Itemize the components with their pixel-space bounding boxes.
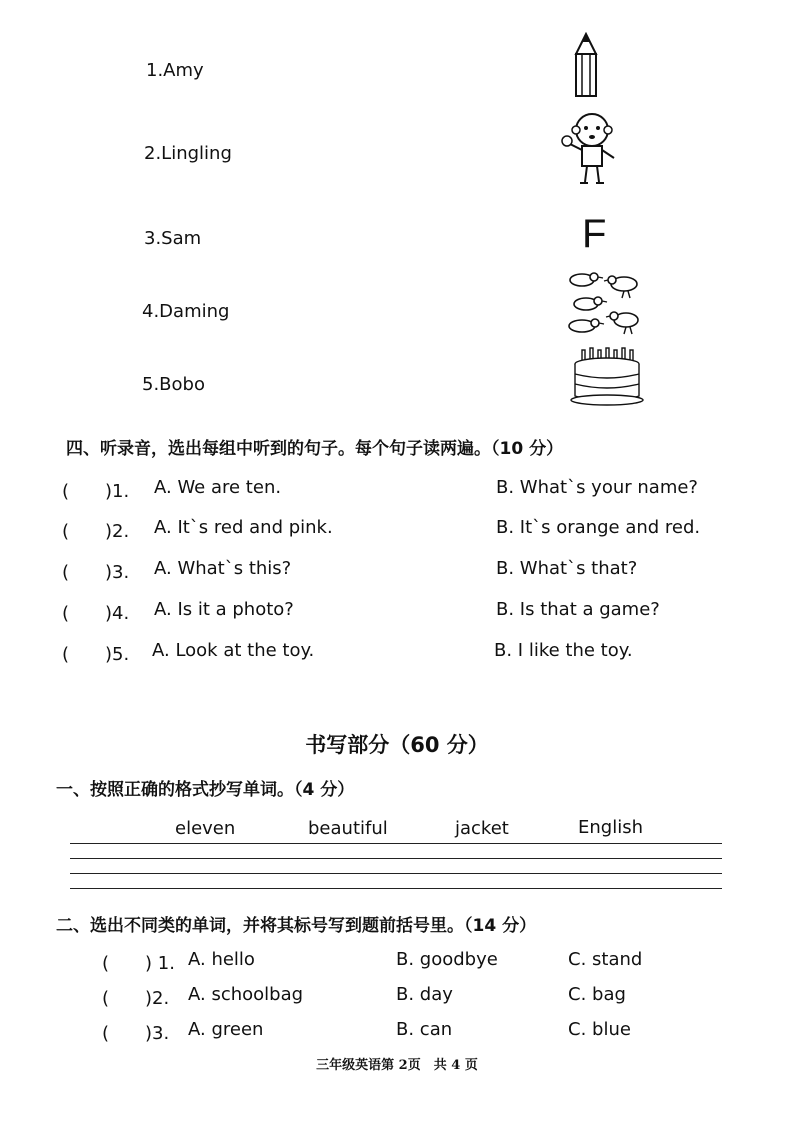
s4-q4-number: ( )4. — [62, 603, 130, 624]
boy-icon — [558, 108, 624, 188]
s4-q5-option-a: A. Look at the toy. — [152, 640, 315, 661]
copy-line-3 — [70, 873, 722, 874]
p2-q1-option-b: B. goodbye — [396, 949, 498, 970]
p2-q1-option-a: A. hello — [188, 949, 255, 970]
writing-part-title: 书写部分（60 分） — [305, 733, 489, 757]
copy-line-1 — [70, 843, 722, 844]
section4-title: 四、听录音，选出每组中听到的句子。每个句子读两遍。（10 分） — [66, 439, 564, 459]
match-name-5: 5.Bobo — [142, 374, 205, 395]
s4-q5-number: ( )5. — [62, 644, 130, 665]
birds-icon — [562, 268, 650, 338]
p2-q2-option-a: A. schoolbag — [188, 984, 304, 1005]
s4-q1-option-a: A. We are ten. — [154, 477, 282, 498]
part1-title: 一、按照正确的格式抄写单词。（4 分） — [56, 780, 355, 800]
p2-q3-option-a: A. green — [188, 1019, 264, 1040]
s4-q1-option-b: B. What`s your name? — [496, 477, 698, 498]
match-name-3: 3.Sam — [144, 228, 202, 249]
match-name-2: 2.Lingling — [144, 143, 232, 164]
p2-q2-option-b: B. day — [396, 984, 453, 1005]
copy-word-3: jacket — [455, 818, 509, 839]
s4-q4-option-a: A. Is it a photo? — [154, 599, 294, 620]
s4-q2-option-b: B. It`s orange and red. — [496, 517, 701, 538]
copy-word-2: beautiful — [308, 818, 388, 839]
p2-q3-number: ( )3. — [102, 1023, 170, 1044]
part2-title: 二、选出不同类的单词，并将其标号写到题前括号里。（14 分） — [56, 916, 537, 936]
p2-q2-option-c: C. bag — [568, 984, 626, 1005]
p2-q1-option-c: C. stand — [568, 949, 643, 970]
s4-q4-option-b: B. Is that a game? — [496, 599, 660, 620]
match-name-4: 4.Daming — [142, 301, 230, 322]
copy-line-4 — [70, 888, 722, 889]
s4-q2-number: ( )2. — [62, 521, 130, 542]
p2-q3-option-b: B. can — [396, 1019, 453, 1040]
page-footer: 三年级英语第 2页 共 4 页 — [316, 1058, 478, 1073]
s4-q3-option-a: A. What`s this? — [154, 558, 292, 579]
s4-q5-option-b: B. I like the toy. — [494, 640, 633, 661]
s4-q1-number: ( )1. — [62, 481, 130, 502]
p2-q1-number: ( ) 1. — [102, 953, 175, 974]
cake-icon — [568, 344, 646, 408]
s4-q3-number: ( )3. — [62, 562, 130, 583]
s4-q3-option-b: B. What`s that? — [496, 558, 638, 579]
p2-q3-option-c: C. blue — [568, 1019, 631, 1040]
copy-line-2 — [70, 858, 722, 859]
copy-word-4: English — [578, 817, 643, 838]
copy-word-1: eleven — [175, 818, 236, 839]
pencil-icon — [570, 32, 602, 100]
letter-f-icon: F — [582, 212, 607, 256]
match-name-1: 1.Amy — [146, 60, 204, 81]
s4-q2-option-a: A. It`s red and pink. — [154, 517, 333, 538]
p2-q2-number: ( )2. — [102, 988, 170, 1009]
